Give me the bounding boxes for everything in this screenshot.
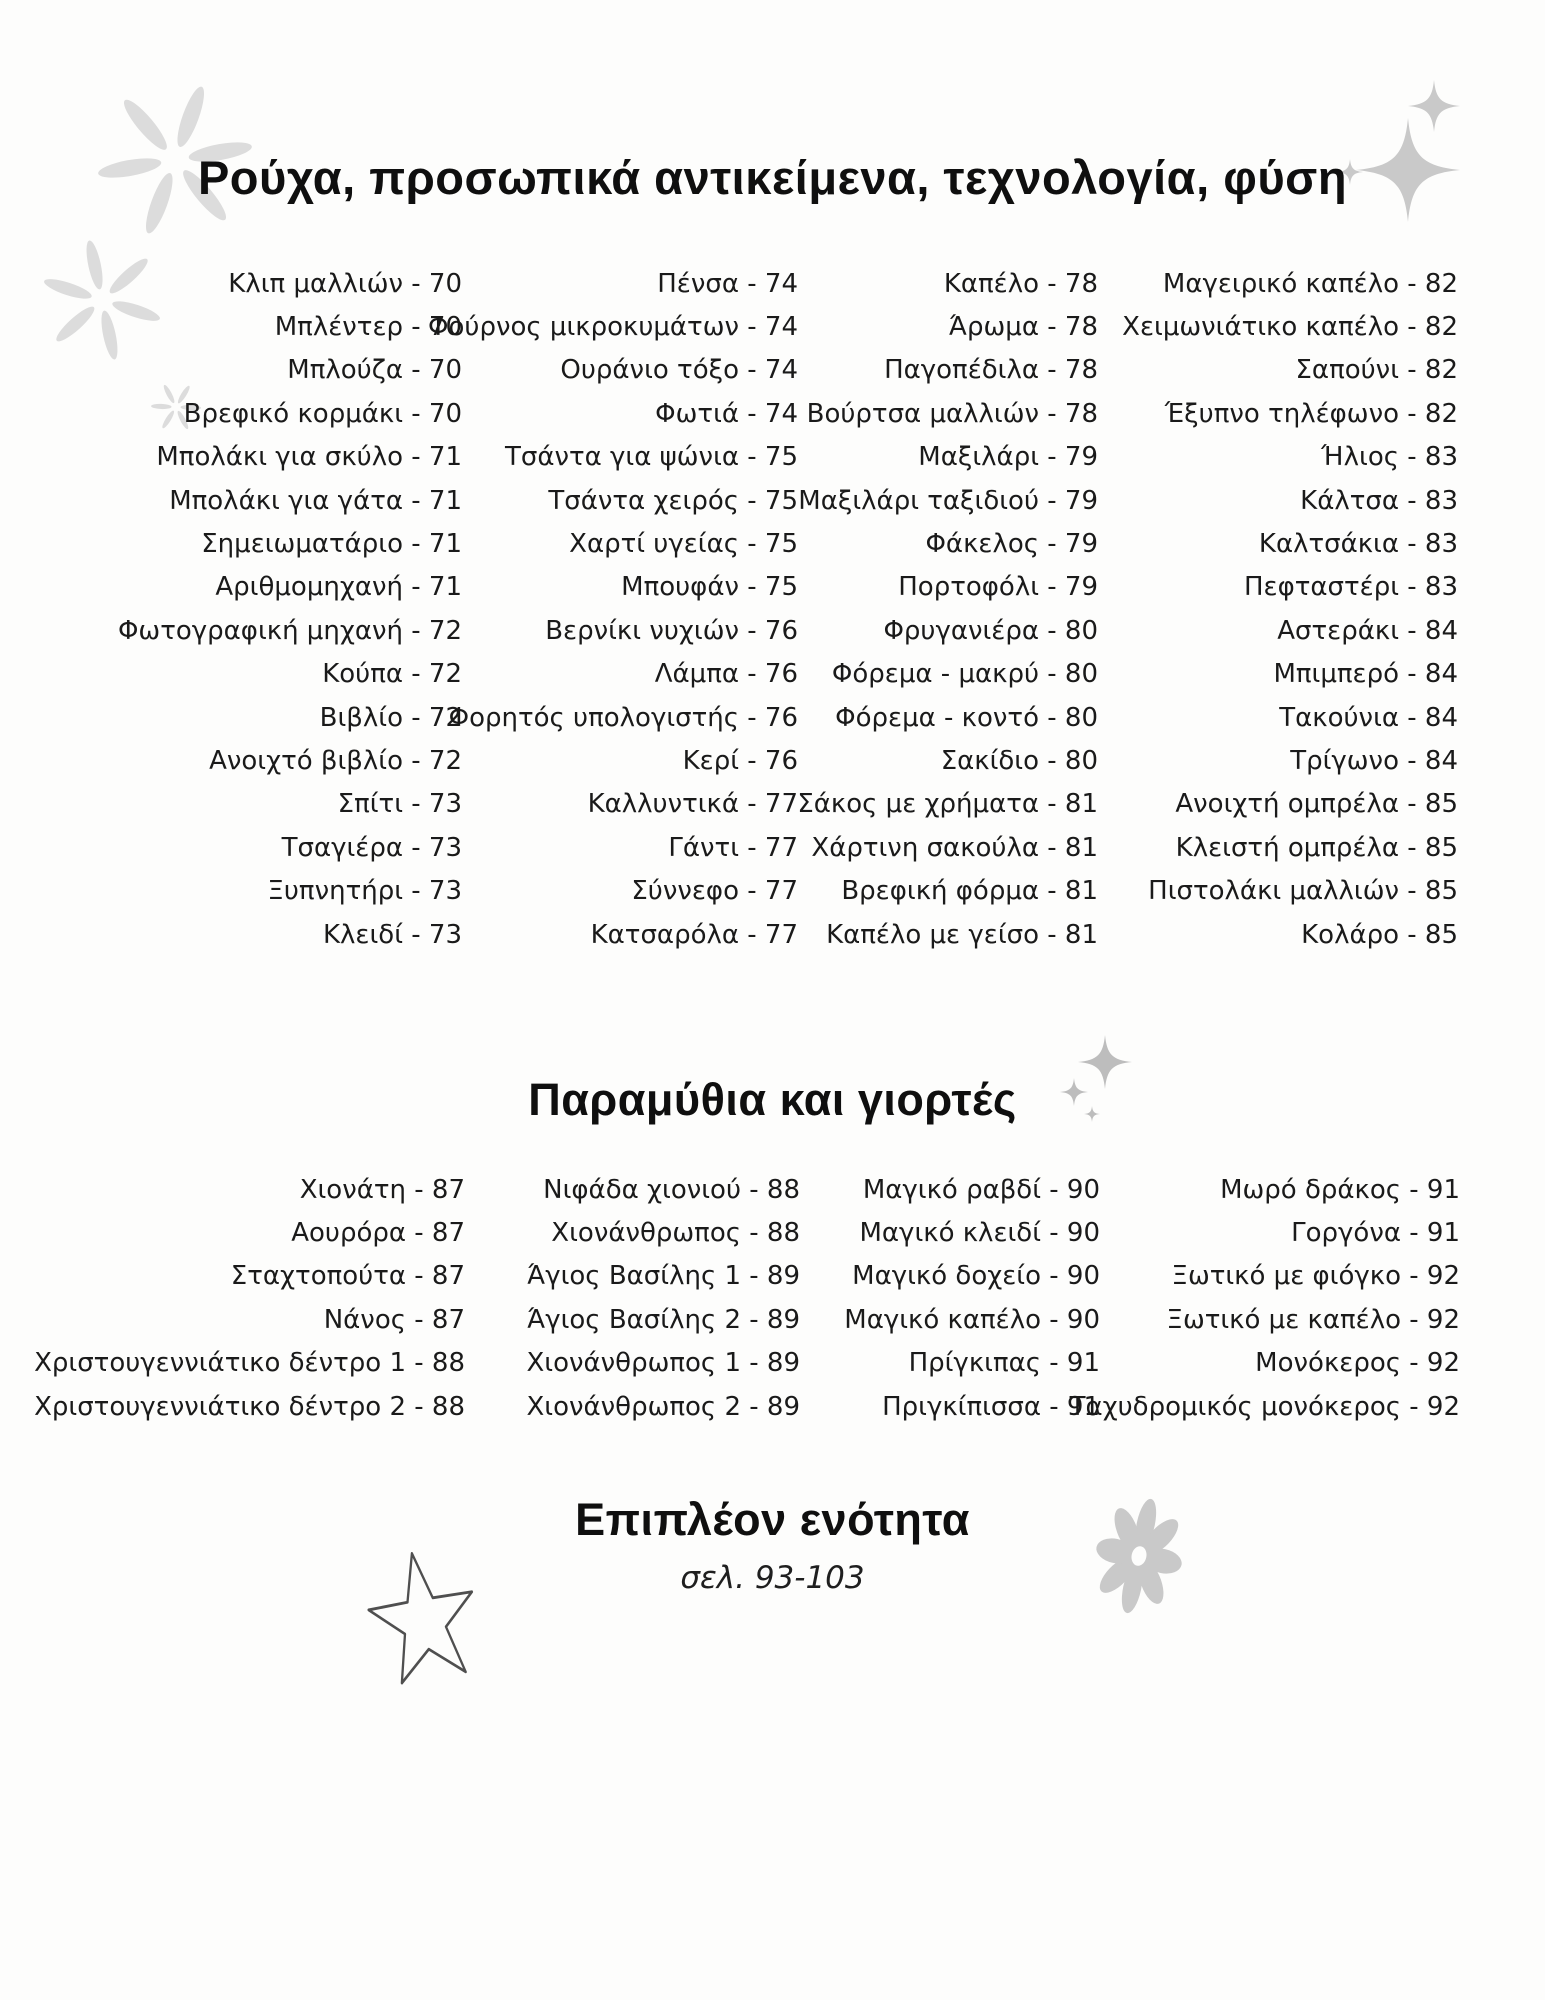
toc-entry: Κλειδί - 73 — [323, 919, 462, 950]
toc-entry: Ήλιος - 83 — [1321, 442, 1458, 473]
toc-entry: Φρυγανιέρα - 80 — [883, 615, 1098, 646]
toc-entry: Σπίτι - 73 — [337, 789, 462, 820]
section2-column-3 — [800, 1168, 1100, 1428]
toc-entry: Παγοπέδιλα - 78 — [884, 355, 1098, 386]
section1-column-2 — [428, 262, 798, 956]
toc-entry: Γάντι - 77 — [668, 832, 798, 863]
toc-entry: Χριστουγεννιάτικο δέντρο 1 - 88 — [34, 1348, 465, 1379]
toc-entry: Αστεράκι - 84 — [1277, 615, 1458, 646]
toc-entry: Φάκελος - 79 — [925, 529, 1098, 560]
toc-entry: Καπέλο με γείσο - 81 — [826, 919, 1098, 950]
toc-entry: Έξυπνο τηλέφωνο - 82 — [1164, 398, 1458, 429]
toc-entry: Σταχτοπούτα - 87 — [230, 1261, 465, 1292]
flower-icon — [1085, 1492, 1195, 1627]
toc-entry: Μωρό δράκος - 91 — [1220, 1174, 1460, 1205]
toc-entry: Μπουφάν - 75 — [621, 572, 798, 603]
section2-column-2 — [465, 1168, 800, 1428]
toc-entry: Μαγικό καπέλο - 90 — [844, 1304, 1100, 1335]
section1-column-3 — [798, 262, 1098, 956]
toc-entry: Τσαγιέρα - 73 — [281, 832, 462, 863]
toc-entry: Ξωτικό με φιόγκο - 92 — [1171, 1261, 1460, 1292]
star-outline-icon — [362, 1548, 492, 1708]
toc-entry: Βρεφική φόρμα - 81 — [841, 876, 1098, 907]
toc-entry: Αριθμομηχανή - 71 — [215, 572, 462, 603]
toc-entry: Φωτογραφική μηχανή - 72 — [117, 615, 462, 646]
section1-column-1 — [90, 262, 462, 956]
toc-entry: Μαγικό ραβδί - 90 — [862, 1174, 1100, 1205]
toc-entry: Τσάντα χειρός - 75 — [548, 485, 798, 516]
toc-entry: Αουρόρα - 87 — [291, 1218, 465, 1249]
toc-entry: Καλτσάκια - 83 — [1258, 529, 1458, 560]
toc-entry: Μαξιλάρι - 79 — [918, 442, 1098, 473]
toc-entry: Καλλυντικά - 77 — [587, 789, 798, 820]
toc-entry: Σάκος με χρήματα - 81 — [797, 789, 1098, 820]
toc-entry: Πρίγκιπας - 91 — [908, 1348, 1100, 1379]
toc-entry: Μονόκερος - 92 — [1255, 1348, 1460, 1379]
toc-entry: Κολάρο - 85 — [1301, 919, 1458, 950]
toc-entry: Κάλτσα - 83 — [1300, 485, 1458, 516]
toc-entry: Ξυπνητήρι - 73 — [267, 876, 462, 907]
toc-entry: Βερνίκι νυχιών - 76 — [545, 615, 798, 646]
toc-entry: Χιονάνθρωπος 1 - 89 — [526, 1348, 800, 1379]
section2-title: Παραμύθια και γιορτές — [528, 1074, 1017, 1125]
toc-entry: Άρωμα - 78 — [949, 312, 1098, 343]
toc-entry: Σημειωματάριο - 71 — [201, 529, 462, 560]
toc-entry: Ανοιχτή ομπρέλα - 85 — [1175, 789, 1458, 820]
toc-entry: Ξωτικό με καπέλο - 92 — [1166, 1304, 1460, 1335]
toc-entry: Μπιμπερό - 84 — [1273, 659, 1458, 690]
toc-entry: Νάνος - 87 — [323, 1304, 465, 1335]
toc-entry: Κλειστή ομπρέλα - 85 — [1175, 832, 1458, 863]
toc-entry: Μαγειρικό καπέλο - 82 — [1162, 268, 1458, 299]
toc-entry: Πιστολάκι μαλλιών - 85 — [1148, 876, 1458, 907]
toc-entry: Κατσαρόλα - 77 — [590, 919, 798, 950]
toc-entry: Ανοιχτό βιβλίο - 72 — [209, 745, 462, 776]
toc-entry: Φόρεμα - μακρύ - 80 — [831, 659, 1098, 690]
toc-entry: Φόρεμα - κοντό - 80 — [835, 702, 1098, 733]
toc-entry: Πριγκίπισσα - 91 — [882, 1391, 1100, 1422]
toc-entry: Βρεφικό κορμάκι - 70 — [183, 398, 462, 429]
section1-column-4 — [1098, 262, 1458, 956]
toc-entry: Νιφάδα χιονιού - 88 — [543, 1174, 800, 1205]
toc-entry: Καπέλο - 78 — [943, 268, 1098, 299]
toc-entry: Τακούνια - 84 — [1279, 702, 1458, 733]
toc-entry: Μπολάκι για σκύλο - 71 — [156, 442, 462, 473]
toc-entry: Άγιος Βασίλης 1 - 89 — [527, 1261, 800, 1292]
toc-entry: Τρίγωνο - 84 — [1290, 745, 1458, 776]
toc-entry: Χάρτινη σακούλα - 81 — [811, 832, 1098, 863]
toc-entry: Χιονάτη - 87 — [299, 1174, 465, 1205]
toc-entry: Χαρτί υγείας - 75 — [569, 529, 798, 560]
sparkle-cluster-icon — [1050, 1022, 1140, 1132]
toc-entry: Άγιος Βασίλης 2 - 89 — [527, 1304, 800, 1335]
toc-entry: Χριστουγεννιάτικο δέντρο 2 - 88 — [34, 1391, 465, 1422]
toc-entry: Ταχυδρομικός μονόκερος - 92 — [1069, 1391, 1460, 1422]
toc-entry: Φορητός υπολογιστής - 76 — [448, 702, 798, 733]
toc-entry: Σαπούνι - 82 — [1295, 355, 1458, 386]
toc-entry: Μπολάκι για γάτα - 71 — [169, 485, 462, 516]
toc-entry: Βούρτσα μαλλιών - 78 — [806, 398, 1098, 429]
toc-entry: Βιβλίο - 72 — [319, 702, 462, 733]
section3-title: Επιπλέον ενότητα — [575, 1494, 970, 1545]
toc-entry: Μπλέντερ - 70 — [274, 312, 462, 343]
toc-entry: Λάμπα - 76 — [654, 659, 798, 690]
toc-entry: Σύννεφο - 77 — [631, 876, 798, 907]
toc-entry: Σακίδιο - 80 — [940, 745, 1098, 776]
toc-entry: Πένσα - 74 — [657, 268, 798, 299]
toc-entry: Τσάντα για ψώνια - 75 — [504, 442, 798, 473]
toc-entry: Φούρνος μικροκυμάτων - 74 — [428, 312, 798, 343]
section1-title: Ρούχα, προσωπικά αντικείμενα, τεχνολογία, φύση — [197, 151, 1348, 204]
toc-entry: Φωτιά - 74 — [655, 398, 798, 429]
toc-entry: Χειμωνιάτικο καπέλο - 82 — [1122, 312, 1458, 343]
toc-entry: Γοργόνα - 91 — [1291, 1218, 1460, 1249]
toc-entry: Κλιπ μαλλιών - 70 — [228, 268, 462, 299]
toc-entry: Πεφταστέρι - 83 — [1243, 572, 1458, 603]
toc-entry: Κερί - 76 — [682, 745, 798, 776]
section2-column-1 — [34, 1168, 465, 1428]
section2-column-4 — [1069, 1168, 1460, 1428]
toc-entry: Πορτοφόλι - 79 — [898, 572, 1098, 603]
toc-entry: Μαξιλάρι ταξιδιού - 79 — [798, 485, 1098, 516]
toc-entry: Ουράνιο τόξο - 74 — [560, 355, 798, 386]
toc-entry: Χιονάνθρωπος - 88 — [551, 1218, 800, 1249]
toc-entry: Μπλούζα - 70 — [287, 355, 462, 386]
toc-entry: Μαγικό κλειδί - 90 — [859, 1218, 1100, 1249]
toc-entry: Κούπα - 72 — [322, 659, 462, 690]
section3-page-range: σελ. 93-103 — [680, 1560, 865, 1596]
toc-entry: Χιονάνθρωπος 2 - 89 — [526, 1391, 800, 1422]
toc-entry: Μαγικό δοχείο - 90 — [852, 1261, 1100, 1292]
